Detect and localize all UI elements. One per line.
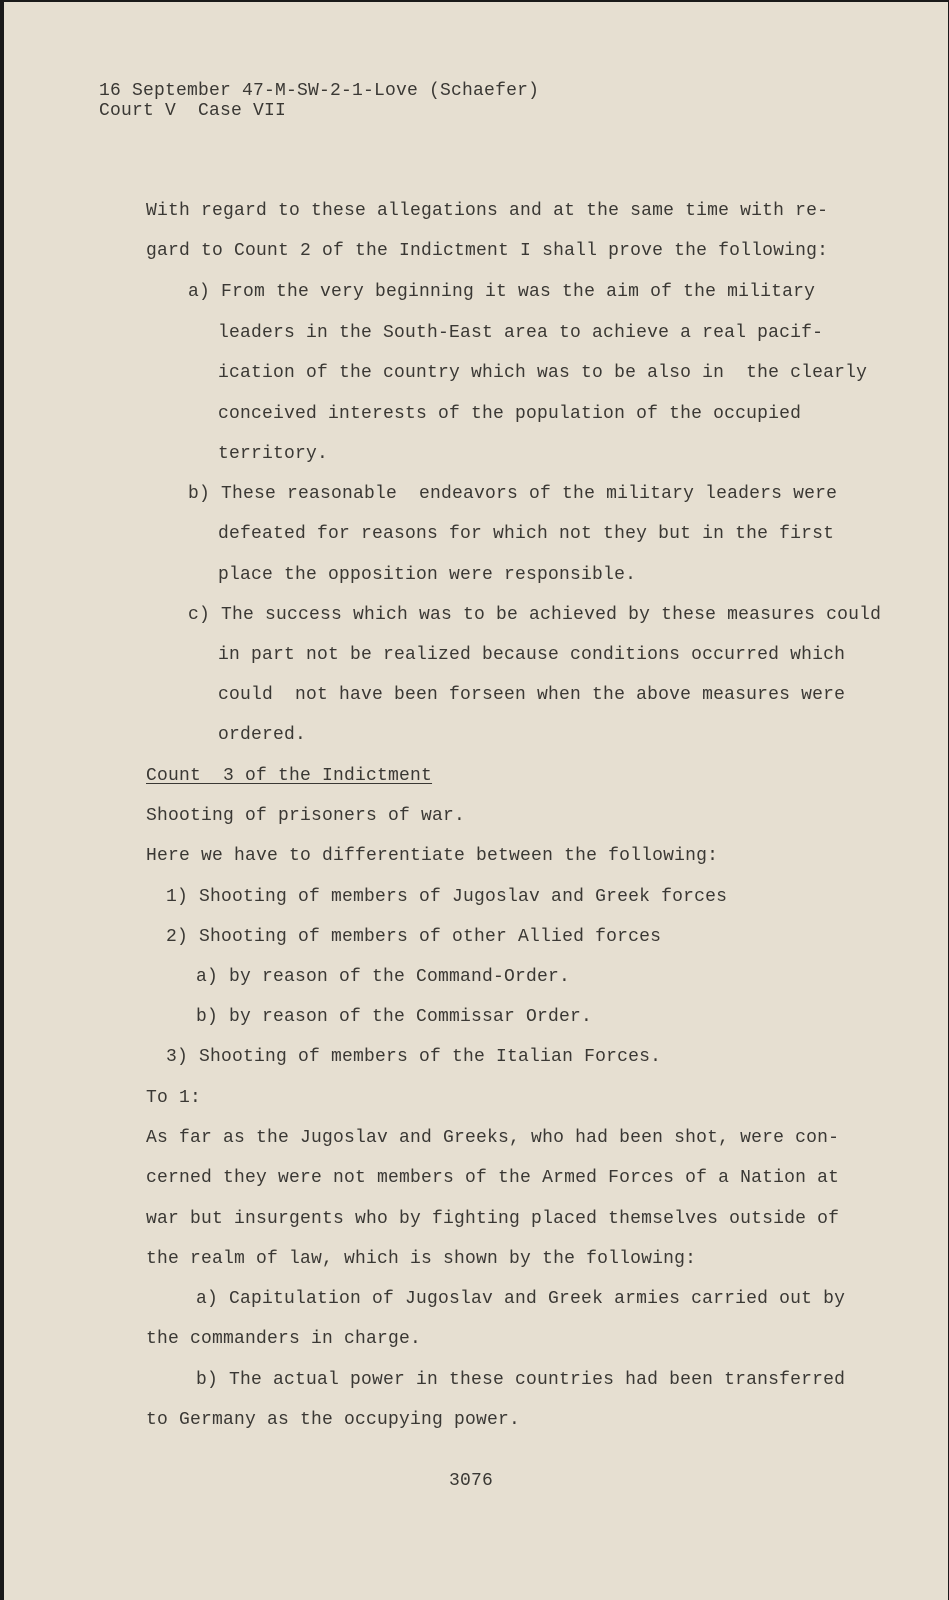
point-a-line-5: territory. bbox=[218, 444, 329, 464]
intro-line-2: gard to Count 2 of the Indictment I shall prove the following: bbox=[146, 241, 829, 261]
sub-a-line-2: the commanders in charge. bbox=[146, 1329, 422, 1349]
header-line-1: 16 September 47-M-SW-2-1-Love (Schaefer) bbox=[99, 81, 540, 101]
para-line-1: As far as the Jugoslav and Greeks, who had been shot, were con- bbox=[146, 1128, 840, 1148]
sub-b-line-1: b) The actual power in these countries had been transferred bbox=[196, 1370, 846, 1390]
para-line-4: the realm of law, which is shown by the following: bbox=[146, 1249, 697, 1269]
header-line-2: Court V Case VII bbox=[99, 101, 287, 121]
list-item-2: 2) Shooting of members of other Allied forces bbox=[166, 927, 662, 947]
point-c-line-4: ordered. bbox=[218, 725, 307, 745]
point-a-line-2: leaders in the South-East area to achieve a real pacif- bbox=[218, 323, 824, 343]
count-3-heading: Count 3 of the Indictment bbox=[146, 766, 433, 786]
differentiate-line: Here we have to differentiate between the following: bbox=[146, 846, 719, 866]
point-a-line-4: conceived interests of the population of the occupied bbox=[218, 404, 802, 424]
list-item-1: 1) Shooting of members of Jugoslav and Greek forces bbox=[166, 887, 728, 907]
point-b-line-1: b) These reasonable endeavors of the military leaders were bbox=[188, 484, 838, 504]
sub-a-line-1: a) Capitulation of Jugoslav and Greek armies carried out by bbox=[196, 1289, 846, 1309]
point-b-line-2: defeated for reasons for which not they but in the first bbox=[218, 524, 835, 544]
intro-line-1: With regard to these allegations and at the same time with re- bbox=[146, 201, 829, 221]
para-line-2: cerned they were not members of the Armed Forces of a Nation at bbox=[146, 1168, 840, 1188]
point-a-line-3: ication of the country which was to be also in the clearly bbox=[218, 363, 868, 383]
list-item-2a: a) by reason of the Command-Order. bbox=[196, 967, 571, 987]
page-number: 3076 bbox=[449, 1471, 494, 1491]
para-line-3: war but insurgents who by fighting placed themselves outside of bbox=[146, 1209, 840, 1229]
point-c-line-3: could not have been forseen when the above measures were bbox=[218, 685, 846, 705]
sub-b-line-2: to Germany as the occupying power. bbox=[146, 1410, 521, 1430]
to-1-heading: To 1: bbox=[146, 1088, 202, 1108]
point-c-line-1: c) The success which was to be achieved by these measures could bbox=[188, 605, 882, 625]
document-page bbox=[4, 2, 948, 1600]
point-b-line-3: place the opposition were responsible. bbox=[218, 565, 637, 585]
point-a-line-1: a) From the very beginning it was the aim of the military bbox=[188, 282, 816, 302]
point-c-line-2: in part not be realized because conditions occurred which bbox=[218, 645, 846, 665]
list-item-3: 3) Shooting of members of the Italian Forces. bbox=[166, 1047, 662, 1067]
count-3-subject: Shooting of prisoners of war. bbox=[146, 806, 466, 826]
list-item-2b: b) by reason of the Commissar Order. bbox=[196, 1007, 593, 1027]
